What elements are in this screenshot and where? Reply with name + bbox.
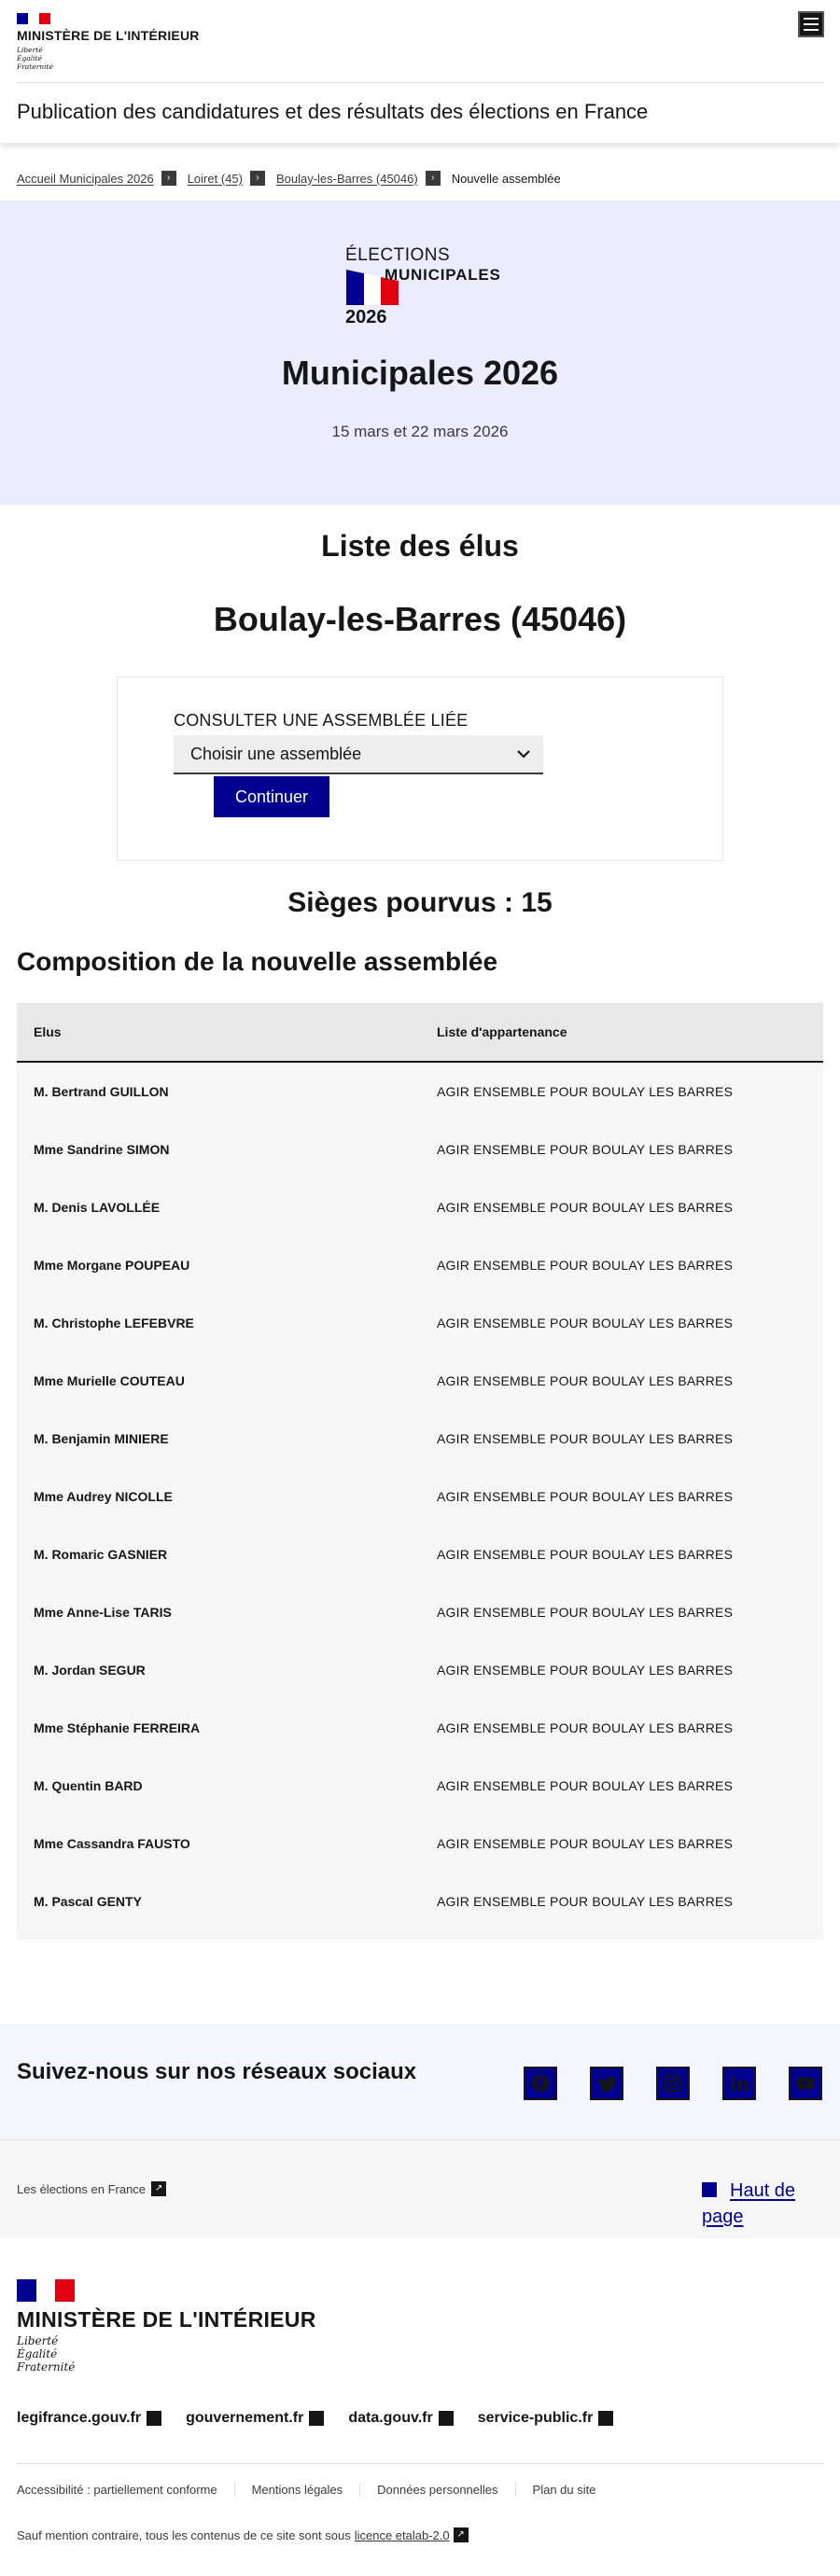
table-row [17,1294,823,1352]
table-row [17,1410,823,1468]
logo-line2: MUNICIPALES [385,266,501,284]
footer-link-gouvernement[interactable]: gouvernement.fr [186,2410,324,2427]
list-title: Liste des élus [321,529,519,563]
list-name: AGIR ENSEMBLE POUR BOULAY LES BARRES [437,1778,734,1793]
table-row [17,1352,823,1410]
facebook-icon[interactable] [524,2067,557,2100]
elected-table [17,1003,823,1940]
elected-name: M. Romaric GASNIER [34,1547,168,1562]
footer-link-legifrance[interactable]: legifrance.gouv.fr [17,2410,161,2427]
twitter-icon[interactable] [590,2067,623,2100]
external-link-icon: ↗ [454,2527,469,2542]
list-name: AGIR ENSEMBLE POUR BOULAY LES BARRES [437,1489,734,1504]
accessibility-link[interactable]: Accessibilité : partiellement conforme [17,2483,217,2497]
table-row [17,1121,823,1178]
seats-filled: Sièges pourvus : 15 [287,887,553,918]
list-name: AGIR ENSEMBLE POUR BOULAY LES BARRES [437,1200,734,1215]
external-link-icon [147,2411,161,2426]
footer-motto: Liberté Égalité Fraternité [17,2334,76,2374]
legal-notice-link[interactable]: Mentions légales [234,2483,360,2497]
elected-name: M. Christophe LEFEBVRE [34,1316,194,1330]
commune-title: Boulay-les-Barres (45046) [213,600,627,638]
elected-name: Mme Stéphanie FERREIRA [34,1720,201,1735]
table-row [17,1815,823,1873]
list-name: AGIR ENSEMBLE POUR BOULAY LES BARRES [437,1894,734,1909]
social-title: Suivez-nous sur nos réseaux sociaux [17,2059,417,2084]
footer-link-data[interactable]: data.gouv.fr [348,2410,453,2427]
table-row [17,1641,823,1699]
footer-legal-links [17,2483,612,2497]
elected-name: Mme Sandrine SIMON [34,1142,170,1157]
table-row [17,1757,823,1815]
external-link-icon [439,2411,454,2426]
continue-button[interactable]: Continuer [214,776,329,817]
election-dates: 15 mars et 22 mars 2026 [331,423,509,440]
chevron-down-icon [515,745,532,762]
elected-name: M. Denis LAVOLLÉE [34,1200,161,1215]
motto: Liberté Égalité Fraternité [17,46,53,71]
hero-banner [0,201,840,505]
list-name: AGIR ENSEMBLE POUR BOULAY LES BARRES [437,1258,734,1273]
footer-links [17,2410,637,2427]
back-to-top-link[interactable] [702,2178,812,2230]
breadcrumb-current: Nouvelle assemblée [451,171,561,186]
breadcrumb-link-home[interactable]: Accueil Municipales 2026 [17,171,154,186]
chevron-right-icon: › [426,171,441,186]
list-name: AGIR ENSEMBLE POUR BOULAY LES BARRES [437,1663,734,1678]
elected-name: M. Jordan SEGUR [34,1663,146,1678]
social-section [0,2024,840,2139]
column-header-list: Liste d'appartenance [437,1024,567,1039]
site-footer [0,2238,840,2576]
elected-name: M. Pascal GENTY [34,1894,142,1909]
republic-flag-icon [17,2279,75,2302]
elections-link[interactable] [17,2181,166,2196]
chevron-right-icon: › [161,171,176,186]
youtube-icon[interactable] [789,2067,822,2100]
table-row [17,1699,823,1757]
table-row [17,1525,823,1583]
external-link-icon: ↗ [151,2181,166,2196]
footer-link-service-public[interactable]: service-public.fr [478,2410,614,2427]
list-name: AGIR ENSEMBLE POUR BOULAY LES BARRES [437,1605,734,1620]
assembly-select-value: Choisir une assemblée [190,744,362,763]
elected-name: Mme Murielle COUTEAU [34,1373,185,1388]
table-row [17,1468,823,1525]
table-row [17,1063,823,1121]
list-name: AGIR ENSEMBLE POUR BOULAY LES BARRES [437,1084,734,1099]
license-text: Sauf mention contraire, tous les contenus de ce site sont sous [17,2527,351,2542]
page-title: Municipales 2026 [281,354,559,392]
elections-logo [345,245,504,335]
elections-link-label: Les élections en France [17,2181,147,2196]
list-name: AGIR ENSEMBLE POUR BOULAY LES BARRES [437,1836,734,1851]
chevron-right-icon: › [250,171,265,186]
external-link-icon [598,2411,613,2426]
table-body [17,1063,823,1930]
breadcrumb-link-commune[interactable]: Boulay-les-Barres (45046) [275,171,418,186]
arrow-up-icon [702,2182,717,2197]
service-title[interactable]: Publication des candidatures et des résultats des élections en France [17,100,649,123]
elected-name: Mme Cassandra FAUSTO [34,1836,190,1851]
license-link[interactable]: licence etalab-2.0 [354,2527,450,2542]
table-row [17,1178,823,1236]
list-name: AGIR ENSEMBLE POUR BOULAY LES BARRES [437,1547,734,1562]
linkedin-icon[interactable] [722,2067,756,2100]
table-row [17,1236,823,1294]
ministry-logo[interactable] [17,13,200,71]
back-to-top-label: Haut de page [702,2180,796,2227]
republic-flag-icon [17,13,50,24]
site-header [0,0,840,82]
ministry-name: MINISTÈRE DE L'INTÉRIEUR [17,28,200,43]
license-notice [17,2527,469,2542]
table-row [17,1873,823,1930]
elected-name: M. Bertrand GUILLON [34,1084,169,1099]
external-link-icon [309,2411,324,2426]
column-header-elected: Elus [34,1024,62,1039]
table-row [17,1583,823,1641]
elected-name: Mme Audrey NICOLLE [34,1489,173,1504]
list-name: AGIR ENSEMBLE POUR BOULAY LES BARRES [437,1431,734,1446]
assembly-form [117,676,723,861]
divider [17,2463,823,2464]
elected-name: Mme Anne-Lise TARIS [34,1605,172,1620]
list-name: AGIR ENSEMBLE POUR BOULAY LES BARRES [437,1142,734,1157]
elected-name: M. Quentin BARD [34,1778,143,1793]
footer-ministry-name[interactable]: MINISTÈRE DE L'INTÉRIEUR [17,2307,316,2332]
elections-band [0,2139,840,2238]
assembly-label: CONSULTER UNE ASSEMBLÉE LIÉE [174,711,469,730]
hamburger-icon[interactable] [798,11,824,37]
elected-name: Mme Morgane POUPEAU [34,1258,190,1273]
instagram-icon[interactable] [656,2067,690,2100]
list-name: AGIR ENSEMBLE POUR BOULAY LES BARRES [437,1373,734,1388]
personal-data-link[interactable]: Données personnelles [359,2483,514,2497]
list-name: AGIR ENSEMBLE POUR BOULAY LES BARRES [437,1316,734,1330]
elected-name: M. Benjamin MINIERE [34,1431,169,1446]
table-header [17,1003,823,1063]
breadcrumb-link-department[interactable]: Loiret (45) [187,171,243,186]
logo-year: 2026 [345,307,387,327]
assembly-select[interactable] [174,735,543,774]
breadcrumb [0,143,840,197]
list-name: AGIR ENSEMBLE POUR BOULAY LES BARRES [437,1720,734,1735]
composition-title: Composition de la nouvelle assemblée [17,947,498,976]
sitemap-link[interactable]: Plan du site [515,2483,613,2497]
logo-line1: ÉLECTIONS [345,245,451,265]
